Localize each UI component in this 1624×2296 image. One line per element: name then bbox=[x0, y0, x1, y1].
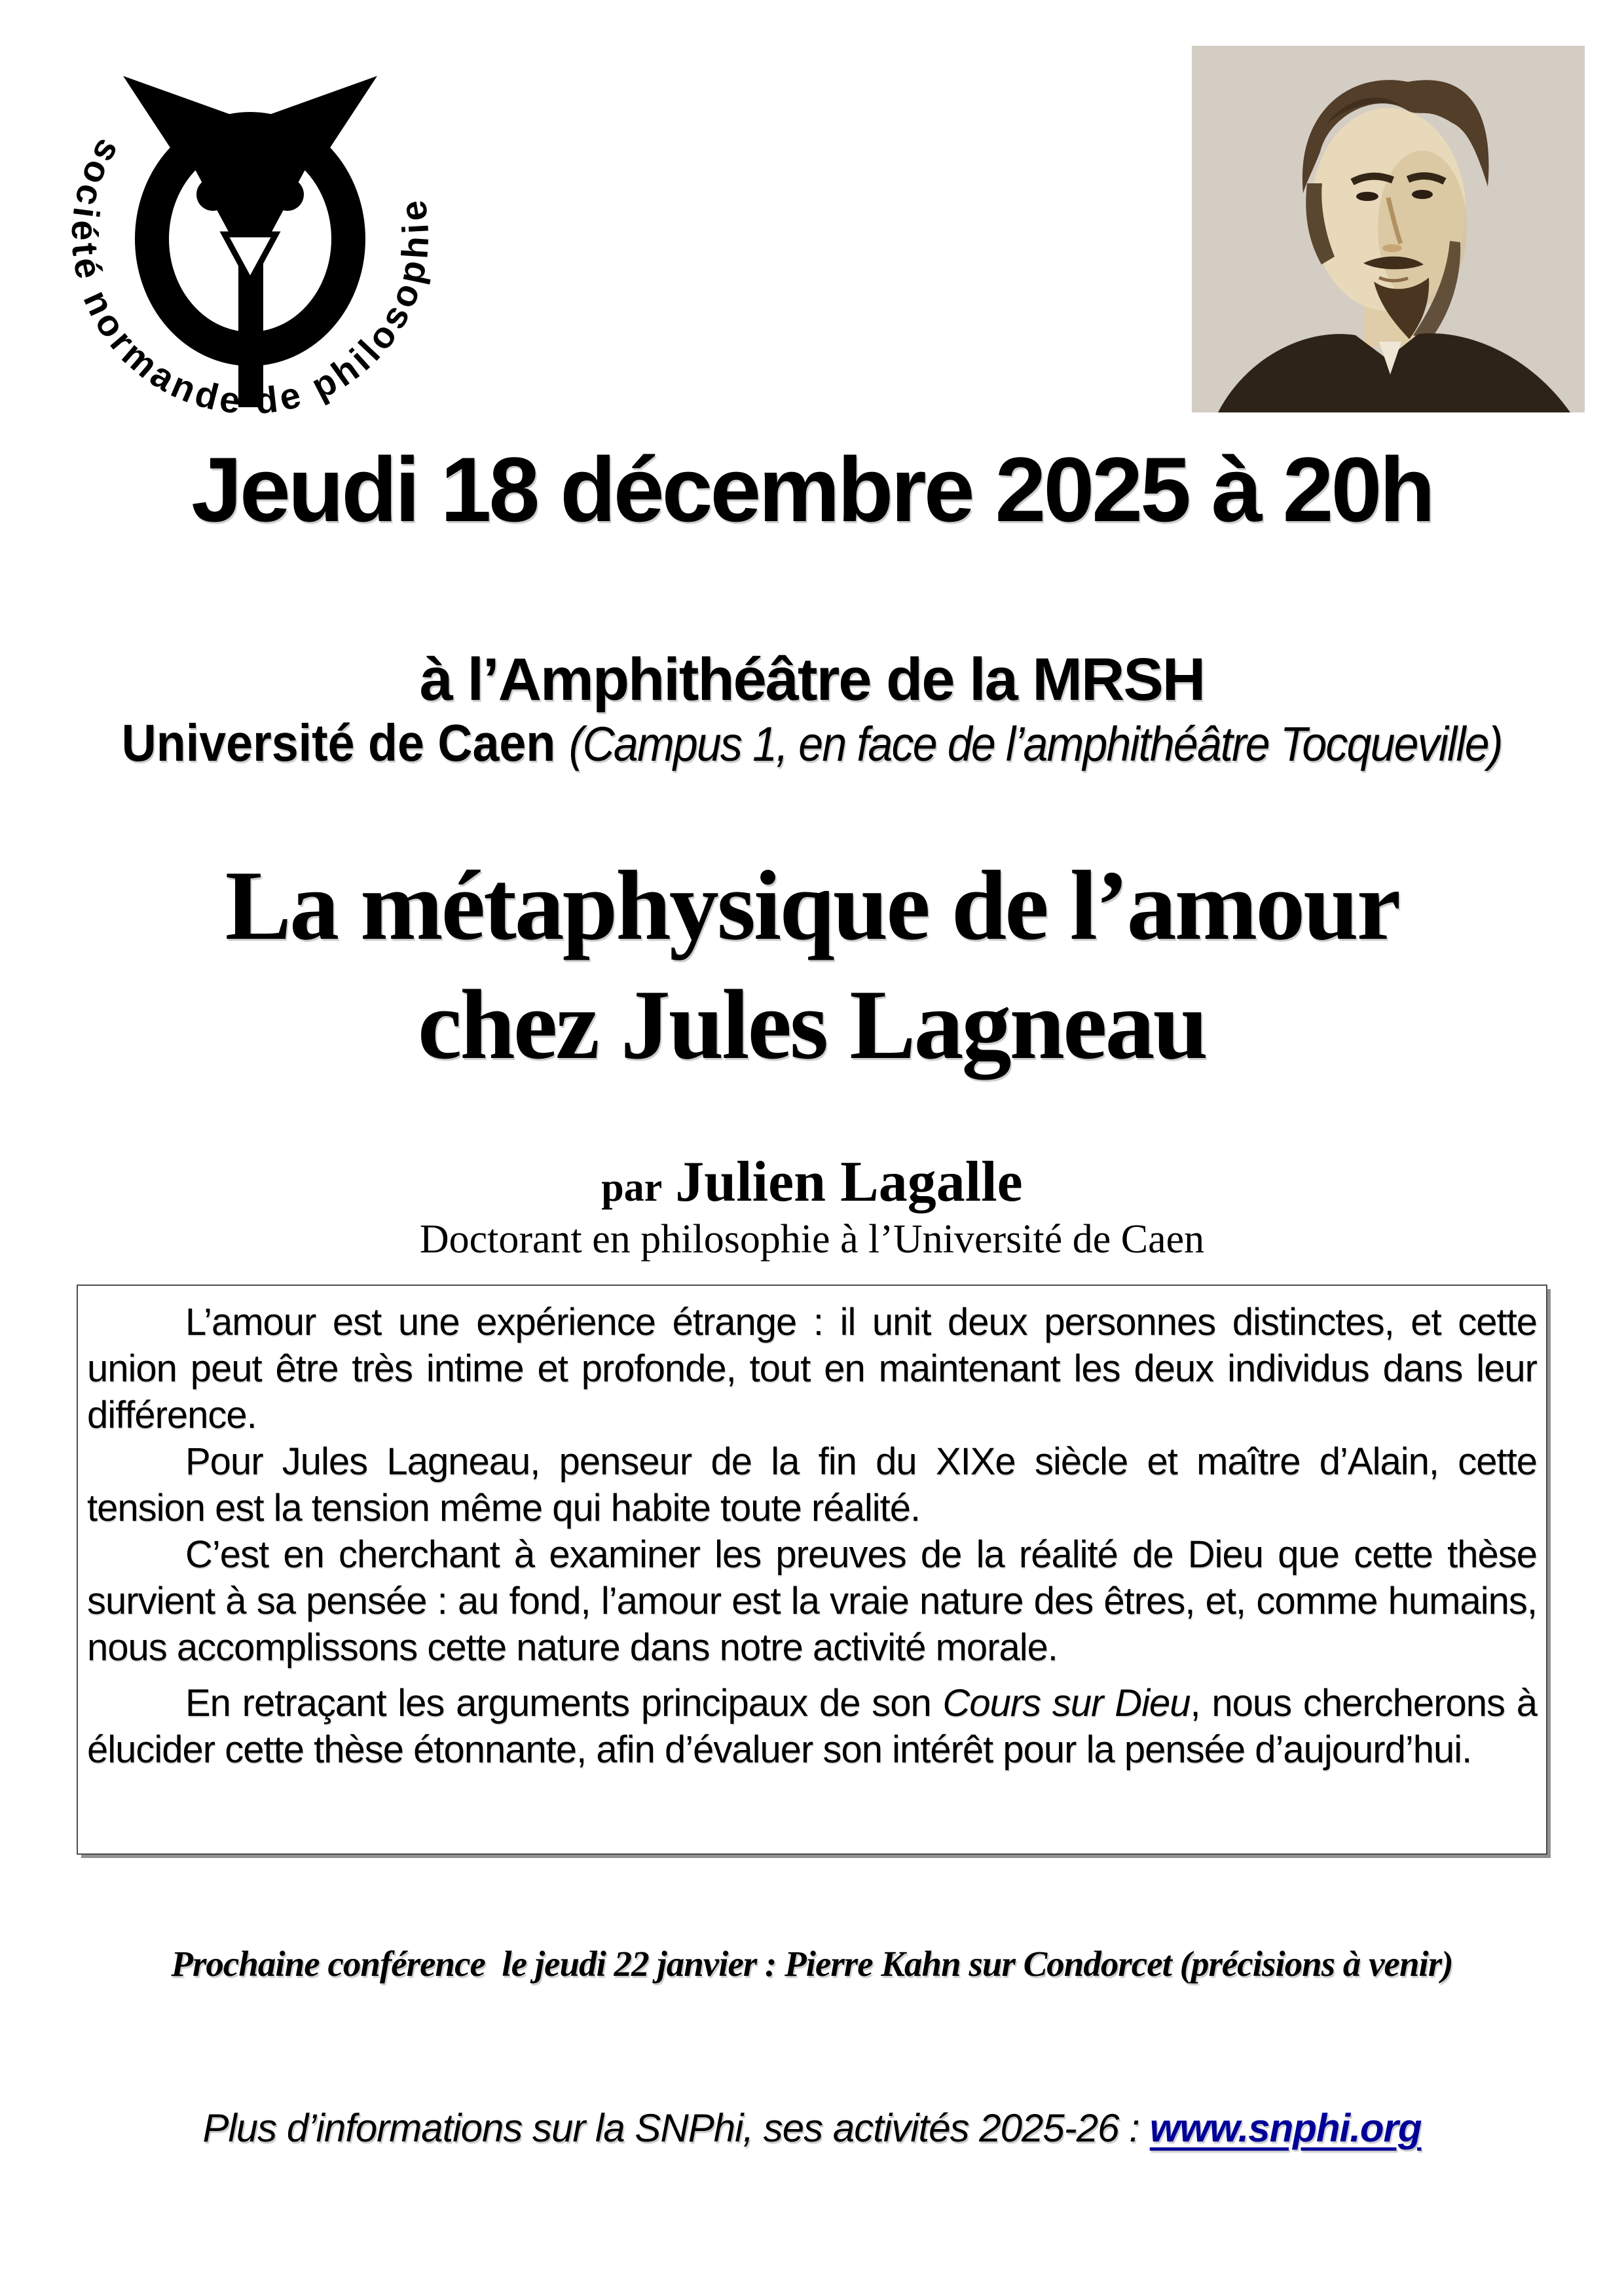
abstract-paragraph bbox=[87, 1680, 1537, 1773]
abstract-paragraph: L’amour est une expérience étrange : il unit deux personnes distinctes, et cette union peut être très intime et profonde, tout en maintenant les deux individus dans leur différence. bbox=[87, 1301, 1537, 1436]
abstract-paragraph: Pour Jules Lagneau, penseur de la fin du XIXe siècle et maître d’Alain, cette tension est la tension même qui habite toute réalité. bbox=[87, 1440, 1537, 1529]
portrait-photo bbox=[1192, 46, 1585, 412]
society-owl-logo-icon bbox=[26, 39, 471, 458]
speaker-par-label: par bbox=[601, 1165, 663, 1210]
next-conference-note: Prochaine conférence le jeudi 22 janvier : Pierre Kahn sur Condorcet (précisions à venir) bbox=[171, 1944, 1453, 1984]
speaker-affiliation: Doctorant en philosophie à l’Université de Caen bbox=[419, 1217, 1205, 1262]
abstract-work-title: Cours sur Dieu bbox=[942, 1682, 1190, 1724]
footer-info bbox=[0, 2107, 1624, 2150]
abstract-paragraph: C’est en cherchant à examiner les preuves de la réalité de Dieu que cette thèse survient à sa pensée : au fond, l’amour est la vraie nature des êtres, et, comme humains, nous accomplissons cette nature dans notre activité morale. bbox=[87, 1533, 1537, 1669]
venue-name: à l’Amphithéâtre de la MRSH bbox=[419, 646, 1205, 713]
venue-details bbox=[0, 714, 1624, 772]
date-heading: Jeudi 18 décembre 2025 à 20h bbox=[191, 438, 1433, 541]
speaker-line bbox=[0, 1150, 1624, 1214]
lecture-title-line1: La métaphysique de l’amour bbox=[225, 850, 1399, 960]
venue-university: Université de Caen bbox=[122, 714, 556, 772]
abstract-p4-after: , nous chercherons à élucider cette thèse étonnante, afin d’évaluer son intérêt pour la pensée d’aujourd’hui. bbox=[87, 1682, 1538, 1771]
abstract-box bbox=[77, 1285, 1547, 1855]
speaker-name: Julien Lagalle bbox=[675, 1150, 1023, 1214]
footer-text: Plus d’informations sur la SNPhi, ses activités 2025-26 : bbox=[202, 2106, 1139, 2150]
snphi-link[interactable]: www.snphi.org bbox=[1149, 2106, 1422, 2150]
venue-campus-note: (Campus 1, en face de l’amphithéâtre Tocqueville) bbox=[569, 717, 1502, 771]
lecture-title-line2: chez Jules Lagneau bbox=[417, 970, 1207, 1080]
abstract-p4-before: En retraçant les arguments principaux de son bbox=[185, 1682, 943, 1724]
logo-circle-text: société normande de philosophie bbox=[64, 132, 437, 422]
lecture-title bbox=[0, 846, 1624, 1084]
